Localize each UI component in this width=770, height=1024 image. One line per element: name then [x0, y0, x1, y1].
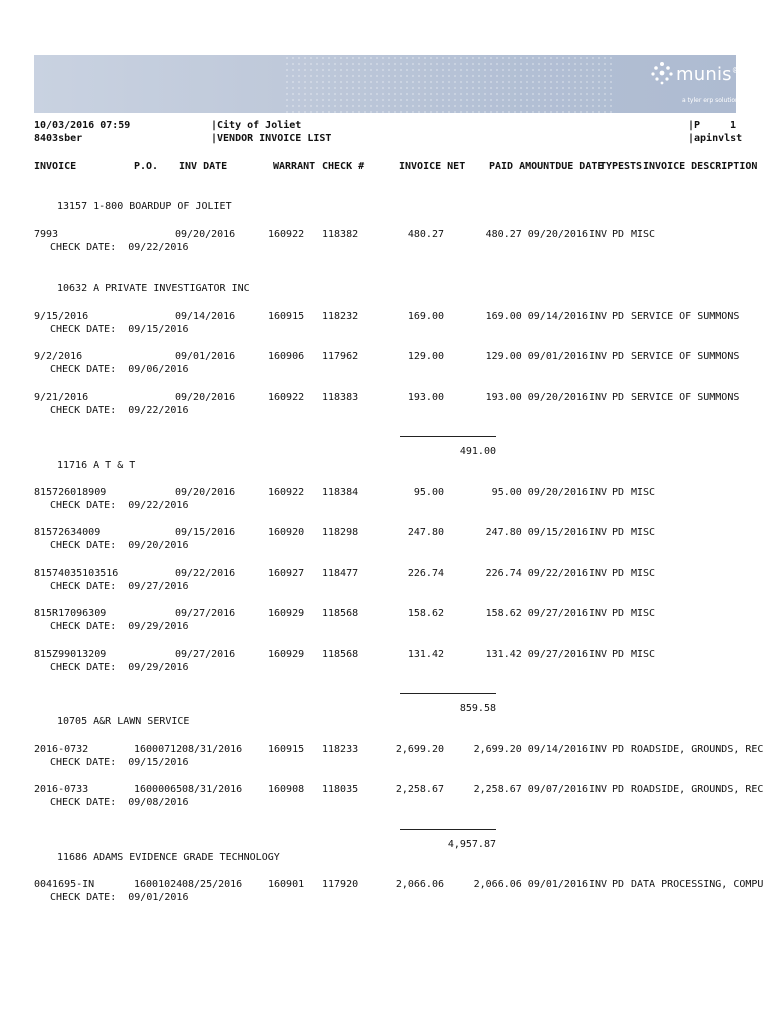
warrant: 160927 — [268, 568, 305, 579]
col-paid-due: PAID AMOUNTDUE DATE — [489, 161, 604, 172]
invoice-description: ROADSIDE, GROUNDS, REC — [631, 744, 764, 755]
check-number: 118568 — [322, 608, 359, 619]
invoice-status: PD — [612, 784, 625, 795]
vendor-total: 4,957.87 — [447, 839, 496, 850]
page-number: 1 — [729, 120, 736, 131]
warrant: 160901 — [268, 879, 305, 890]
invoice-date: 09/27/2016 — [175, 608, 236, 619]
invoice-description: SERVICE OF SUMMONS — [631, 392, 740, 403]
check-number: 118035 — [322, 784, 359, 795]
invoice-net: 158.62 — [407, 608, 444, 619]
invoice-status: PD — [612, 487, 625, 498]
paid-amount-due-date: 169.00 09/14/2016 — [485, 311, 588, 322]
warrant: 160915 — [268, 744, 305, 755]
po-number: 16001024 — [134, 879, 183, 890]
invoice-type: INV — [589, 784, 608, 795]
invoice-description: SERVICE OF SUMMONS — [631, 351, 740, 362]
paid-amount-due-date: 129.00 09/01/2016 — [485, 351, 588, 362]
check-number: 117962 — [322, 351, 359, 362]
warrant: 160929 — [268, 608, 305, 619]
invoice-status: PD — [612, 351, 625, 362]
subtotal-rule — [400, 693, 496, 694]
invoice-net: 247.80 — [407, 527, 444, 538]
invoice-status: PD — [612, 608, 625, 619]
col-type: TYPE — [600, 161, 625, 172]
invoice-date: 09/14/2016 — [175, 311, 236, 322]
invoice-date: 08/31/2016 — [182, 784, 243, 795]
col-invoice-net: INVOICE NET — [399, 161, 466, 172]
org-name: |City of Joliet — [211, 120, 302, 131]
page-label: |P — [688, 120, 701, 131]
invoice-type: INV — [589, 527, 608, 538]
check-date: CHECK DATE: 09/15/2016 — [50, 324, 189, 335]
report-title: |VENDOR INVOICE LIST — [211, 133, 332, 144]
invoice-description: MISC — [631, 608, 656, 619]
invoice-type: INV — [589, 487, 608, 498]
check-number: 118568 — [322, 649, 359, 660]
col-warrant: WARRANT — [273, 161, 316, 172]
invoice-type: INV — [589, 649, 608, 660]
invoice-type: INV — [589, 879, 608, 890]
col-sts: STS — [624, 161, 643, 172]
invoice-number: 815R17096309 — [34, 608, 107, 619]
invoice-date: 09/01/2016 — [175, 351, 236, 362]
paid-amount-due-date: 193.00 09/20/2016 — [485, 392, 588, 403]
invoice-net: 95.00 — [413, 487, 444, 498]
check-date: CHECK DATE: 09/27/2016 — [50, 581, 189, 592]
vendor-name: 10705 A&R LAWN SERVICE — [57, 716, 190, 727]
warrant: 160922 — [268, 487, 305, 498]
paid-amount-due-date: 226.74 09/22/2016 — [485, 568, 588, 579]
invoice-description: MISC — [631, 527, 656, 538]
invoice-type: INV — [589, 229, 608, 240]
check-number: 118233 — [322, 744, 359, 755]
col-inv-date: INV DATE — [179, 161, 228, 172]
invoice-status: PD — [612, 392, 625, 403]
invoice-status: PD — [612, 527, 625, 538]
check-number: 118383 — [322, 392, 359, 403]
check-date: CHECK DATE: 09/06/2016 — [50, 364, 189, 375]
paid-amount-due-date: 247.80 09/15/2016 — [485, 527, 588, 538]
check-number: 118384 — [322, 487, 359, 498]
invoice-date: 08/25/2016 — [182, 879, 243, 890]
invoice-date: 09/20/2016 — [175, 229, 236, 240]
invoice-status: PD — [612, 649, 625, 660]
report-datetime: 10/03/2016 07:59 — [34, 120, 131, 131]
check-date: CHECK DATE: 09/29/2016 — [50, 621, 189, 632]
check-number: 118232 — [322, 311, 359, 322]
check-date: CHECK DATE: 09/15/2016 — [50, 757, 189, 768]
invoice-number: 7993 — [34, 229, 59, 240]
program-name: |apinvlst — [688, 133, 743, 144]
col-invoice: INVOICE — [34, 161, 77, 172]
invoice-type: INV — [589, 311, 608, 322]
check-date: CHECK DATE: 09/08/2016 — [50, 797, 189, 808]
vendor-total: 491.00 — [459, 446, 496, 457]
invoice-net: 129.00 — [407, 351, 444, 362]
invoice-date: 09/15/2016 — [175, 527, 236, 538]
check-number: 118477 — [322, 568, 359, 579]
invoice-type: INV — [589, 392, 608, 403]
invoice-number: 9/21/2016 — [34, 392, 89, 403]
invoice-type: INV — [589, 608, 608, 619]
warrant: 160929 — [268, 649, 305, 660]
paid-amount-due-date: 2,066.06 09/01/2016 — [473, 879, 588, 890]
paid-amount-due-date: 2,258.67 09/07/2016 — [473, 784, 588, 795]
paid-amount-due-date: 158.62 09/27/2016 — [485, 608, 588, 619]
warrant: 160922 — [268, 392, 305, 403]
invoice-net: 2,699.20 — [395, 744, 444, 755]
invoice-net: 480.27 — [407, 229, 444, 240]
invoice-net: 131.42 — [407, 649, 444, 660]
check-date: CHECK DATE: 09/22/2016 — [50, 242, 189, 253]
warrant: 160906 — [268, 351, 305, 362]
header-banner — [34, 55, 736, 113]
logo-tagline: a tyler erp solution — [682, 97, 739, 104]
invoice-status: PD — [612, 229, 625, 240]
invoice-status: PD — [612, 879, 625, 890]
paid-amount-due-date: 480.27 09/20/2016 — [485, 229, 588, 240]
invoice-number: 815Z99013209 — [34, 649, 107, 660]
invoice-type: INV — [589, 568, 608, 579]
invoice-status: PD — [612, 744, 625, 755]
subtotal-rule — [400, 829, 496, 830]
paid-amount-due-date: 2,699.20 09/14/2016 — [473, 744, 588, 755]
col-description: INVOICE DESCRIPTION — [643, 161, 758, 172]
invoice-net: 169.00 — [407, 311, 444, 322]
vendor-name: 11686 ADAMS EVIDENCE GRADE TECHNOLOGY — [57, 852, 280, 863]
check-date: CHECK DATE: 09/01/2016 — [50, 892, 189, 903]
invoice-description: ROADSIDE, GROUNDS, REC — [631, 784, 764, 795]
invoice-number: 9/2/2016 — [34, 351, 83, 362]
invoice-status: PD — [612, 311, 625, 322]
invoice-net: 193.00 — [407, 392, 444, 403]
warrant: 160920 — [268, 527, 305, 538]
invoice-status: PD — [612, 568, 625, 579]
report-user: 8403sber — [34, 133, 83, 144]
invoice-number: 815726018909 — [34, 487, 107, 498]
invoice-description: MISC — [631, 487, 656, 498]
po-number: 16000065 — [134, 784, 183, 795]
invoice-date: 09/20/2016 — [175, 487, 236, 498]
invoice-date: 09/20/2016 — [175, 392, 236, 403]
invoice-number: 2016-0732 — [34, 744, 89, 755]
warrant: 160915 — [268, 311, 305, 322]
vendor-name: 13157 1-800 BOARDUP OF JOLIET — [57, 201, 232, 212]
invoice-number: 0041695-IN — [34, 879, 95, 890]
check-number: 118298 — [322, 527, 359, 538]
check-date: CHECK DATE: 09/20/2016 — [50, 540, 189, 551]
warrant: 160922 — [268, 229, 305, 240]
invoice-description: MISC — [631, 568, 656, 579]
munis-logo-icon — [650, 61, 674, 85]
check-date: CHECK DATE: 09/29/2016 — [50, 662, 189, 673]
invoice-type: INV — [589, 351, 608, 362]
subtotal-rule — [400, 436, 496, 437]
vendor-name: 11716 A T & T — [57, 460, 136, 471]
invoice-date: 09/22/2016 — [175, 568, 236, 579]
invoice-description: MISC — [631, 229, 656, 240]
invoice-number: 81574035103516 — [34, 568, 119, 579]
invoice-net: 2,258.67 — [395, 784, 444, 795]
invoice-type: INV — [589, 744, 608, 755]
invoice-description: DATA PROCESSING, COMPU — [631, 879, 764, 890]
invoice-date: 08/31/2016 — [182, 744, 243, 755]
check-number: 118382 — [322, 229, 359, 240]
check-number: 117920 — [322, 879, 359, 890]
warrant: 160908 — [268, 784, 305, 795]
munis-logo: munis® — [676, 64, 740, 85]
invoice-description: MISC — [631, 649, 656, 660]
invoice-number: 2016-0733 — [34, 784, 89, 795]
vendor-name: 10632 A PRIVATE INVESTIGATOR INC — [57, 283, 250, 294]
col-check: CHECK # — [322, 161, 365, 172]
invoice-date: 09/27/2016 — [175, 649, 236, 660]
paid-amount-due-date: 95.00 09/20/2016 — [491, 487, 588, 498]
vendor-total: 859.58 — [459, 703, 496, 714]
invoice-number: 81572634009 — [34, 527, 101, 538]
invoice-net: 2,066.06 — [395, 879, 444, 890]
invoice-number: 9/15/2016 — [34, 311, 89, 322]
check-date: CHECK DATE: 09/22/2016 — [50, 405, 189, 416]
paid-amount-due-date: 131.42 09/27/2016 — [485, 649, 588, 660]
po-number: 16000712 — [134, 744, 183, 755]
invoice-net: 226.74 — [407, 568, 444, 579]
col-po: P.O. — [134, 161, 159, 172]
invoice-description: SERVICE OF SUMMONS — [631, 311, 740, 322]
check-date: CHECK DATE: 09/22/2016 — [50, 500, 189, 511]
